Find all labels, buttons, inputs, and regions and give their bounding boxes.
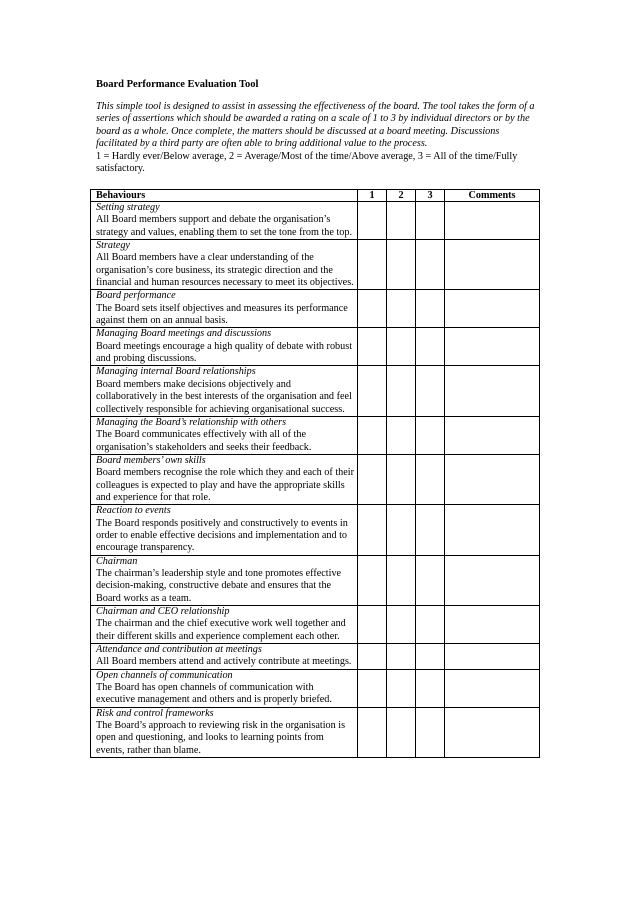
table-row <box>91 202 540 240</box>
behaviour-description: All Board members have a clear understanding of the organisation’s core business, its strategic direction and the financial and human resources necessary to meet its objectives. <box>96 252 354 289</box>
behaviour-description: The Board communicates effectively with all of the organisation’s stakeholders and seeks their feedback. <box>96 429 312 453</box>
behaviour-area: Strategy <box>96 240 130 252</box>
behaviour-cell <box>91 416 358 454</box>
table-row <box>91 328 540 366</box>
rating-1-cell[interactable] <box>358 707 387 757</box>
comments-cell[interactable] <box>445 290 540 328</box>
rating-2-cell[interactable] <box>387 505 416 555</box>
document-page <box>96 78 540 175</box>
behaviour-description: The chairman and the chief executive work well together and their different skills and experience complement each other. <box>96 618 346 642</box>
behaviour-cell <box>91 202 358 240</box>
behaviour-description: The Board responds positively and constructively to events in order to enable effective decisions and implementation and to encourage transparency. <box>96 517 348 554</box>
rating-1-cell[interactable] <box>358 290 387 328</box>
table-row <box>91 416 540 454</box>
evaluation-table <box>90 189 540 758</box>
behaviour-area: Managing the Board’s relationship with others <box>96 416 287 428</box>
rating-2-cell[interactable] <box>387 416 416 454</box>
rating-1-cell[interactable] <box>358 366 387 416</box>
behaviour-area: Board members’ own skills <box>96 454 206 466</box>
behaviour-cell <box>91 240 358 290</box>
comments-cell[interactable] <box>445 644 540 670</box>
rating-1-cell[interactable] <box>358 644 387 670</box>
rating-3-cell[interactable] <box>416 454 445 504</box>
behaviour-area: Reaction to events <box>96 505 171 517</box>
behaviour-description: Board members recognise the role which they and each of their colleagues is expected to play and have the appropriate skills and experience for that role. <box>96 467 354 503</box>
header-rating-2: 2 <box>387 190 416 202</box>
intro-description: This simple tool is designed to assist in assessing the effectiveness of the board. The tool takes the form of a series of assertions which should be awarded a rating on a scale of 1 to 3 by individual directors or by the board as a whole. Once complete, the matters should be discussed at a board meeting. Discussions facilitated by a third party are often able to bring additional value to the process. <box>96 101 535 150</box>
table-row <box>91 707 540 757</box>
comments-cell[interactable] <box>445 707 540 757</box>
rating-3-cell[interactable] <box>416 416 445 454</box>
behaviour-area: Managing Board meetings and discussions <box>96 328 272 340</box>
behaviour-cell <box>91 606 358 644</box>
rating-1-cell[interactable] <box>358 505 387 555</box>
behaviour-description: All Board members support and debate the organisation’s strategy and values, enabling them to set the tone from the top. <box>96 214 353 238</box>
table-row <box>91 240 540 290</box>
table-row <box>91 644 540 670</box>
header-comments: Comments <box>445 190 540 202</box>
rating-3-cell[interactable] <box>416 366 445 416</box>
rating-2-cell[interactable] <box>387 644 416 670</box>
rating-1-cell[interactable] <box>358 454 387 504</box>
rating-1-cell[interactable] <box>358 555 387 605</box>
rating-3-cell[interactable] <box>416 240 445 290</box>
rating-1-cell[interactable] <box>358 328 387 366</box>
table-row <box>91 606 540 644</box>
behaviour-area: Setting strategy <box>96 202 160 213</box>
behaviour-description: The chairman’s leadership style and tone promotes effective decision-making, constructive debate and ensures that the Board works as a team. <box>96 567 342 604</box>
header-behaviours: Behaviours <box>91 190 358 202</box>
rating-1-cell[interactable] <box>358 416 387 454</box>
table-row <box>91 555 540 605</box>
behaviour-description: The Board’s approach to reviewing risk in the organisation is open and questioning, and looks to learning points from events, rather than blame. <box>96 720 346 756</box>
rating-2-cell[interactable] <box>387 240 416 290</box>
behaviour-cell <box>91 555 358 605</box>
rating-1-cell[interactable] <box>358 606 387 644</box>
table-row <box>91 505 540 555</box>
behaviour-cell <box>91 290 358 328</box>
rating-3-cell[interactable] <box>416 202 445 240</box>
behaviour-cell <box>91 366 358 416</box>
behaviour-area: Chairman and CEO relationship <box>96 606 230 617</box>
behaviour-cell <box>91 707 358 757</box>
behaviour-area: Board performance <box>96 290 176 302</box>
rating-1-cell[interactable] <box>358 202 387 240</box>
rating-3-cell[interactable] <box>416 644 445 670</box>
table-header-row <box>91 190 540 202</box>
rating-3-cell[interactable] <box>416 290 445 328</box>
comments-cell[interactable] <box>445 454 540 504</box>
table-row <box>91 669 540 707</box>
comments-cell[interactable] <box>445 505 540 555</box>
rating-2-cell[interactable] <box>387 328 416 366</box>
comments-cell[interactable] <box>445 606 540 644</box>
behaviour-description: The Board sets itself objectives and measures its performance against them on an annual basis. <box>96 302 348 327</box>
behaviour-cell <box>91 644 358 670</box>
rating-2-cell[interactable] <box>387 366 416 416</box>
rating-3-cell[interactable] <box>416 328 445 366</box>
rating-3-cell[interactable] <box>416 707 445 757</box>
comments-cell[interactable] <box>445 202 540 240</box>
rating-2-cell[interactable] <box>387 290 416 328</box>
rating-2-cell[interactable] <box>387 555 416 605</box>
behaviour-description: All Board members attend and actively contribute at meetings. <box>96 656 352 668</box>
rating-2-cell[interactable] <box>387 707 416 757</box>
behaviour-area: Managing internal Board relationships <box>96 366 256 378</box>
rating-scale: 1 = Hardly ever/Below average, 2 = Average/Most of the time/Above average, 3 = All of the time/Fully satisfactory. <box>96 150 518 175</box>
rating-1-cell[interactable] <box>358 240 387 290</box>
rating-2-cell[interactable] <box>387 669 416 707</box>
header-rating-1: 1 <box>358 190 387 202</box>
intro-paragraph <box>96 101 540 175</box>
behaviour-area: Attendance and contribution at meetings <box>96 644 262 656</box>
rating-3-cell[interactable] <box>416 505 445 555</box>
table-row <box>91 454 540 504</box>
behaviour-description: Board meetings encourage a high quality of debate with robust and probing discussions. <box>96 340 353 365</box>
table-row <box>91 290 540 328</box>
comments-cell[interactable] <box>445 366 540 416</box>
rating-2-cell[interactable] <box>387 202 416 240</box>
document-title: Board Performance Evaluation Tool <box>96 79 259 90</box>
rating-1-cell[interactable] <box>358 669 387 707</box>
comments-cell[interactable] <box>445 240 540 290</box>
comments-cell[interactable] <box>445 328 540 366</box>
rating-2-cell[interactable] <box>387 606 416 644</box>
rating-3-cell[interactable] <box>416 555 445 605</box>
rating-3-cell[interactable] <box>416 606 445 644</box>
rating-2-cell[interactable] <box>387 454 416 504</box>
behaviour-area: Open channels of communication <box>96 669 233 681</box>
behaviour-cell <box>91 505 358 555</box>
behaviour-description: The Board has open channels of communication with executive management and others and is properly briefed. <box>96 682 332 706</box>
behaviour-area: Risk and control frameworks <box>96 707 214 719</box>
comments-cell[interactable] <box>445 669 540 707</box>
behaviour-cell <box>91 454 358 504</box>
comments-cell[interactable] <box>445 555 540 605</box>
behaviour-area: Chairman <box>96 555 138 567</box>
rating-3-cell[interactable] <box>416 669 445 707</box>
table-row <box>91 366 540 416</box>
behaviour-cell <box>91 669 358 707</box>
behaviour-cell <box>91 328 358 366</box>
header-rating-3: 3 <box>416 190 445 202</box>
behaviour-description: Board members make decisions objectively and collaboratively in the best interests of the organisation and feel collectively responsible for achieving organisational success. <box>96 378 352 415</box>
comments-cell[interactable] <box>445 416 540 454</box>
